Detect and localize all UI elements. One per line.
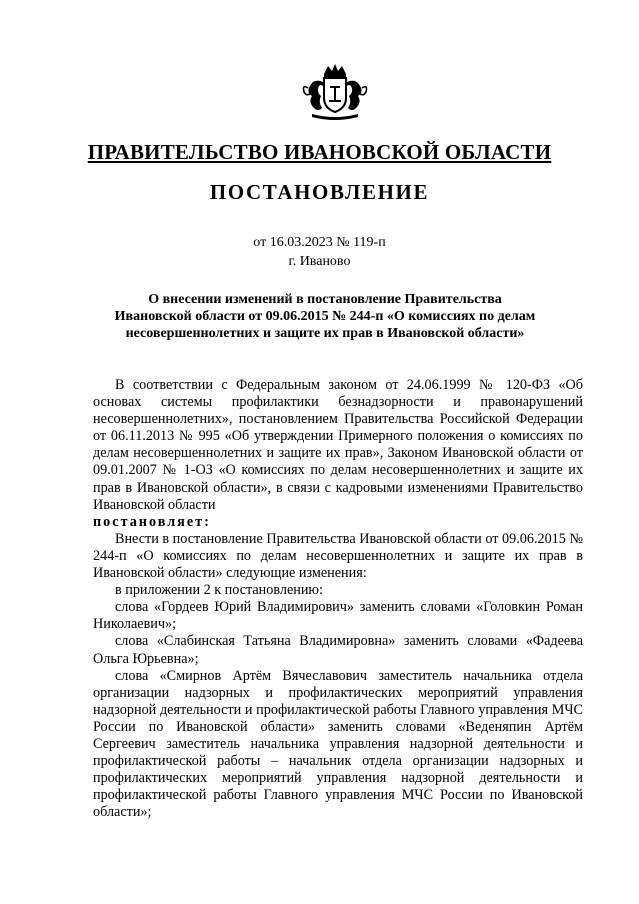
body-paragraph-5: слова «Смирнов Артём Вячеславович заместитель начальника отдела организации надзорных и профилактических мероприятий управления надзорной деятельности и профилактической работы Главного управления МЧС России по Ивановской области» заменить словами «Веденяпин Артём Сергеевич заместитель начальника управления надзорной деятельности и профилактической работы – начальник отдела организации надзорных и профилактических мероприятий управления надзорной деятельности и профилактической работы Главного управления МЧС России по Ивановской области»;: [93, 667, 583, 821]
body-paragraph-3: слова «Гордеев Юрий Владимирович» заменить словами «Головкин Роман Николаевич»;: [93, 599, 583, 633]
document-subject: [60, 291, 590, 342]
subject-line: Ивановской области от 09.06.2015 № 244-п «О комиссиях по делам: [114, 309, 536, 324]
body-paragraph-1: Внести в постановление Правительства Ивановской области от 09.06.2015 № 244-п «О комиссиях по делам несовершеннолетних и защите их прав в Ивановской области» следующие изменения:: [93, 530, 583, 582]
resolves-line: [93, 514, 583, 531]
body-paragraph-4: слова «Слабинская Татьяна Владимировна» заменить словами «Фадеева Ольга Юрьевна»;: [93, 633, 583, 667]
preamble-paragraph: В соответствии с Федеральным законом от 24.06.1999 № 120-ФЗ «Об основах системы профилактики безнадзорности и правонарушений несовершеннолетних», постановлением Правительства Российской Федерации от 06.11.2013 № 995 «Об утверждении Примерного положения о комиссиях по делам несовершеннолетних и защите их прав», Законом Ивановской области от 09.01.2007 № 1-ОЗ «О комиссиях по делам несовершеннолетних и защите их прав в Ивановской области», в связи с кадровыми изменениями Правительство Ивановской области: [93, 377, 583, 513]
resolves-word: постановляет:: [93, 513, 211, 530]
subject-line: О внесении изменений в постановление Правительства: [148, 292, 502, 307]
coat-of-arms-icon: [294, 62, 376, 126]
body-paragraph-2: в приложении 2 к постановлению:: [115, 582, 323, 599]
document-body: [93, 377, 583, 821]
government-title: ПРАВИТЕЛЬСТВО ИВАНОВСКОЙ ОБЛАСТИ: [87, 140, 552, 164]
document-type: ПОСТАНОВЛЕНИЕ: [209, 180, 430, 204]
subject-line: несовершеннолетних и защите их прав в Ивановской области»: [125, 326, 525, 341]
document-date-number: от 16.03.2023 № 119-п: [253, 235, 386, 250]
document-city: г. Иваново: [288, 254, 351, 269]
